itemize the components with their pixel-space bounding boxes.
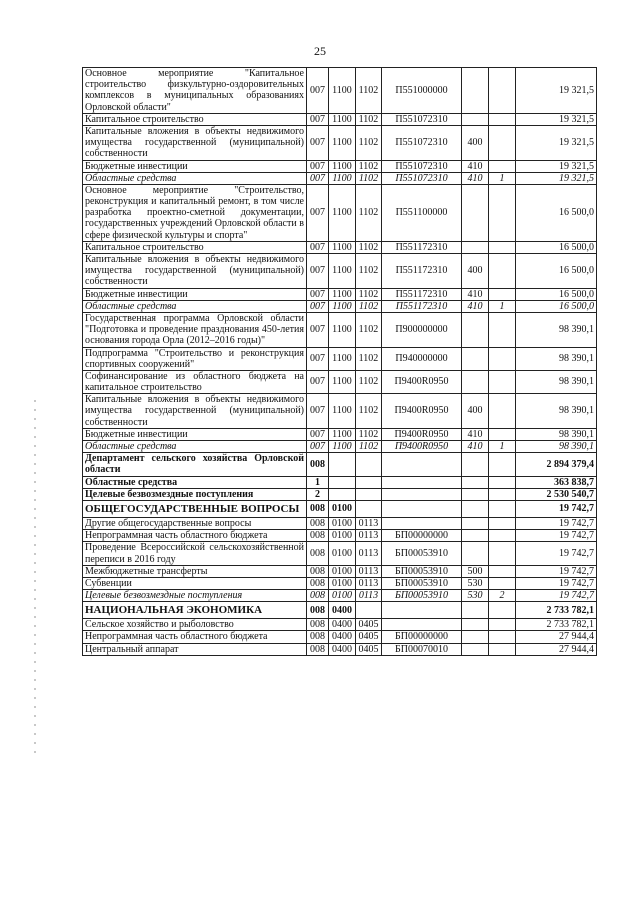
row-sum-cell: 2 733 782,1 bbox=[516, 619, 597, 631]
row-sum-cell: 98 390,1 bbox=[516, 312, 597, 347]
row-sum-cell: 27 944,4 bbox=[516, 643, 597, 655]
row-ist-cell bbox=[489, 288, 516, 300]
row-sum-cell: 98 390,1 bbox=[516, 428, 597, 440]
row-ist-cell bbox=[489, 602, 516, 619]
row-name-cell: Капитальное строительство bbox=[83, 113, 307, 125]
row-name-cell: Бюджетные инвестиции bbox=[83, 428, 307, 440]
row-sum-cell: 16 500,0 bbox=[516, 184, 597, 241]
row-ved-cell: 007 bbox=[307, 370, 329, 393]
row-rz-cell: 1100 bbox=[329, 241, 356, 253]
row-vr-cell bbox=[462, 113, 489, 125]
row-vr-cell: 400 bbox=[462, 125, 489, 160]
row-ved-cell: 007 bbox=[307, 184, 329, 241]
table-row bbox=[83, 542, 597, 565]
row-name-cell: Субвенции bbox=[83, 577, 307, 589]
row-rz-cell bbox=[329, 488, 356, 500]
row-vr-cell: 410 bbox=[462, 441, 489, 453]
row-ved-cell: 007 bbox=[307, 254, 329, 289]
row-vr-cell: 530 bbox=[462, 577, 489, 589]
row-rz-cell: 1100 bbox=[329, 125, 356, 160]
row-pr-cell: 1102 bbox=[356, 428, 382, 440]
row-vr-cell: 530 bbox=[462, 590, 489, 602]
row-pr-cell bbox=[356, 476, 382, 488]
row-sum-cell: 16 500,0 bbox=[516, 241, 597, 253]
row-vr-cell: 400 bbox=[462, 394, 489, 429]
row-csr-cell: П551072310 bbox=[382, 125, 462, 160]
row-csr-cell: П551072310 bbox=[382, 160, 462, 172]
row-ved-cell: 007 bbox=[307, 113, 329, 125]
row-sum-cell: 2 894 379,4 bbox=[516, 453, 597, 476]
row-name-cell: Подпрограмма "Строительство и реконструкция спортивных сооружений" bbox=[83, 347, 307, 370]
row-rz-cell: 0400 bbox=[329, 643, 356, 655]
row-pr-cell: 1102 bbox=[356, 184, 382, 241]
row-csr-cell: П551172310 bbox=[382, 241, 462, 253]
row-name-cell: Бюджетные инвестиции bbox=[83, 288, 307, 300]
row-rz-cell: 1100 bbox=[329, 300, 356, 312]
row-name-cell: Другие общегосударственные вопросы bbox=[83, 517, 307, 529]
row-rz-cell: 1100 bbox=[329, 428, 356, 440]
row-vr-cell bbox=[462, 602, 489, 619]
row-rz-cell: 0100 bbox=[329, 542, 356, 565]
row-name-cell: Областные средства bbox=[83, 441, 307, 453]
row-ved-cell: 007 bbox=[307, 347, 329, 370]
table-row bbox=[83, 394, 597, 429]
row-ist-cell bbox=[489, 488, 516, 500]
row-ist-cell bbox=[489, 394, 516, 429]
row-name-cell: Сельское хозяйство и рыболовство bbox=[83, 619, 307, 631]
row-csr-cell: П551072310 bbox=[382, 113, 462, 125]
row-csr-cell: БП00000000 bbox=[382, 530, 462, 542]
row-ved-cell: 008 bbox=[307, 619, 329, 631]
row-ved-cell: 008 bbox=[307, 590, 329, 602]
row-name-cell: Непрограммная часть областного бюджета bbox=[83, 631, 307, 643]
row-ist-cell bbox=[489, 312, 516, 347]
table-row bbox=[83, 488, 597, 500]
row-pr-cell: 1102 bbox=[356, 68, 382, 114]
row-sum-cell: 98 390,1 bbox=[516, 441, 597, 453]
row-pr-cell bbox=[356, 602, 382, 619]
row-vr-cell bbox=[462, 184, 489, 241]
row-ved-cell: 008 bbox=[307, 643, 329, 655]
row-csr-cell bbox=[382, 619, 462, 631]
budget-table-body bbox=[83, 68, 597, 656]
row-pr-cell: 1102 bbox=[356, 288, 382, 300]
row-csr-cell: П9400R0950 bbox=[382, 370, 462, 393]
row-pr-cell: 0113 bbox=[356, 542, 382, 565]
row-csr-cell: П900000000 bbox=[382, 312, 462, 347]
row-name-cell: Областные средства bbox=[83, 476, 307, 488]
row-name-cell: Межбюджетные трансферты bbox=[83, 565, 307, 577]
row-ved-cell: 007 bbox=[307, 441, 329, 453]
row-ist-cell bbox=[489, 517, 516, 529]
row-sum-cell: 2 733 782,1 bbox=[516, 602, 597, 619]
row-pr-cell: 1102 bbox=[356, 441, 382, 453]
table-row bbox=[83, 476, 597, 488]
row-ved-cell: 008 bbox=[307, 542, 329, 565]
row-ist-cell bbox=[489, 160, 516, 172]
row-ved-cell: 007 bbox=[307, 300, 329, 312]
row-sum-cell: 19 742,7 bbox=[516, 590, 597, 602]
table-row bbox=[83, 125, 597, 160]
row-ved-cell: 008 bbox=[307, 602, 329, 619]
row-vr-cell: 410 bbox=[462, 300, 489, 312]
row-ist-cell: 1 bbox=[489, 300, 516, 312]
table-row bbox=[83, 565, 597, 577]
row-sum-cell: 19 321,5 bbox=[516, 68, 597, 114]
row-vr-cell bbox=[462, 476, 489, 488]
row-name-cell: НАЦИОНАЛЬНАЯ ЭКОНОМИКА bbox=[83, 602, 307, 619]
row-csr-cell: П551172310 bbox=[382, 288, 462, 300]
row-vr-cell bbox=[462, 68, 489, 114]
table-row bbox=[83, 241, 597, 253]
row-sum-cell: 19 742,7 bbox=[516, 530, 597, 542]
row-rz-cell: 1100 bbox=[329, 312, 356, 347]
row-ist-cell bbox=[489, 631, 516, 643]
row-vr-cell bbox=[462, 517, 489, 529]
row-csr-cell bbox=[382, 517, 462, 529]
row-pr-cell: 1102 bbox=[356, 172, 382, 184]
row-name-cell: Бюджетные инвестиции bbox=[83, 160, 307, 172]
row-csr-cell: БП00000000 bbox=[382, 631, 462, 643]
row-csr-cell: П9400R0950 bbox=[382, 394, 462, 429]
row-pr-cell: 1102 bbox=[356, 113, 382, 125]
row-vr-cell bbox=[462, 542, 489, 565]
row-name-cell: Департамент сельского хозяйства Орловской области bbox=[83, 453, 307, 476]
row-csr-cell: П551000000 bbox=[382, 68, 462, 114]
row-ist-cell bbox=[489, 347, 516, 370]
row-rz-cell: 1100 bbox=[329, 288, 356, 300]
row-ved-cell: 007 bbox=[307, 288, 329, 300]
row-rz-cell: 0400 bbox=[329, 631, 356, 643]
row-pr-cell: 1102 bbox=[356, 347, 382, 370]
row-sum-cell: 98 390,1 bbox=[516, 347, 597, 370]
row-ved-cell: 008 bbox=[307, 577, 329, 589]
row-sum-cell: 19 321,5 bbox=[516, 160, 597, 172]
row-name-cell: Центральный аппарат bbox=[83, 643, 307, 655]
row-csr-cell: БП00070010 bbox=[382, 643, 462, 655]
row-sum-cell: 16 500,0 bbox=[516, 300, 597, 312]
row-pr-cell: 0113 bbox=[356, 530, 382, 542]
table-row bbox=[83, 300, 597, 312]
table-row bbox=[83, 619, 597, 631]
row-pr-cell: 1102 bbox=[356, 241, 382, 253]
row-ist-cell bbox=[489, 113, 516, 125]
row-ist-cell: 1 bbox=[489, 172, 516, 184]
row-name-cell: Целевые безвозмездные поступления bbox=[83, 590, 307, 602]
row-pr-cell: 0113 bbox=[356, 577, 382, 589]
table-row bbox=[83, 347, 597, 370]
row-vr-cell bbox=[462, 530, 489, 542]
row-vr-cell bbox=[462, 347, 489, 370]
row-csr-cell: БП00053910 bbox=[382, 542, 462, 565]
row-vr-cell bbox=[462, 643, 489, 655]
row-rz-cell: 1100 bbox=[329, 441, 356, 453]
table-row bbox=[83, 631, 597, 643]
row-ved-cell: 008 bbox=[307, 500, 329, 517]
row-sum-cell: 19 321,5 bbox=[516, 172, 597, 184]
row-name-cell: Целевые безвозмездные поступления bbox=[83, 488, 307, 500]
row-ved-cell: 008 bbox=[307, 453, 329, 476]
table-row bbox=[83, 441, 597, 453]
row-csr-cell: П551072310 bbox=[382, 172, 462, 184]
row-pr-cell: 0405 bbox=[356, 619, 382, 631]
row-vr-cell: 500 bbox=[462, 565, 489, 577]
row-rz-cell: 1100 bbox=[329, 347, 356, 370]
row-rz-cell: 1100 bbox=[329, 68, 356, 114]
row-csr-cell: П551100000 bbox=[382, 184, 462, 241]
table-row bbox=[83, 500, 597, 517]
row-ved-cell: 007 bbox=[307, 241, 329, 253]
row-vr-cell bbox=[462, 453, 489, 476]
row-name-cell: Основное мероприятие "Капитальное строительство физкультурно-оздоровительных комплексов в муниципальных образованиях Орловской области" bbox=[83, 68, 307, 114]
row-rz-cell: 1100 bbox=[329, 394, 356, 429]
row-csr-cell: БП00053910 bbox=[382, 590, 462, 602]
row-ist-cell bbox=[489, 530, 516, 542]
row-pr-cell: 1102 bbox=[356, 254, 382, 289]
row-vr-cell bbox=[462, 370, 489, 393]
row-ved-cell: 007 bbox=[307, 68, 329, 114]
row-csr-cell: БП00053910 bbox=[382, 577, 462, 589]
row-csr-cell: П940000000 bbox=[382, 347, 462, 370]
row-ist-cell bbox=[489, 241, 516, 253]
table-row bbox=[83, 288, 597, 300]
row-ist-cell bbox=[489, 476, 516, 488]
table-row bbox=[83, 68, 597, 114]
row-rz-cell: 1100 bbox=[329, 172, 356, 184]
row-sum-cell: 19 742,7 bbox=[516, 577, 597, 589]
table-row bbox=[83, 113, 597, 125]
row-name-cell: Капитальные вложения в объекты недвижимого имущества государственной (муниципальной) собственности bbox=[83, 394, 307, 429]
table-row bbox=[83, 172, 597, 184]
row-sum-cell: 19 321,5 bbox=[516, 113, 597, 125]
row-vr-cell bbox=[462, 241, 489, 253]
row-rz-cell: 0100 bbox=[329, 577, 356, 589]
row-vr-cell: 400 bbox=[462, 254, 489, 289]
row-vr-cell: 410 bbox=[462, 172, 489, 184]
row-pr-cell bbox=[356, 500, 382, 517]
row-ist-cell bbox=[489, 500, 516, 517]
table-row bbox=[83, 602, 597, 619]
row-pr-cell: 1102 bbox=[356, 394, 382, 429]
row-csr-cell bbox=[382, 453, 462, 476]
row-rz-cell bbox=[329, 476, 356, 488]
table-row bbox=[83, 453, 597, 476]
row-ved-cell: 007 bbox=[307, 160, 329, 172]
row-rz-cell: 0100 bbox=[329, 565, 356, 577]
row-vr-cell bbox=[462, 631, 489, 643]
table-row bbox=[83, 254, 597, 289]
row-name-cell: Капитальное строительство bbox=[83, 241, 307, 253]
margin-mark bbox=[34, 400, 36, 760]
row-ved-cell: 008 bbox=[307, 565, 329, 577]
row-sum-cell: 19 742,7 bbox=[516, 565, 597, 577]
row-sum-cell: 19 742,7 bbox=[516, 542, 597, 565]
row-name-cell: ОБЩЕГОСУДАРСТВЕННЫЕ ВОПРОСЫ bbox=[83, 500, 307, 517]
row-rz-cell: 0400 bbox=[329, 619, 356, 631]
table-row bbox=[83, 590, 597, 602]
row-ist-cell: 1 bbox=[489, 441, 516, 453]
row-rz-cell: 0100 bbox=[329, 500, 356, 517]
row-csr-cell: П551172310 bbox=[382, 300, 462, 312]
row-ved-cell: 007 bbox=[307, 428, 329, 440]
row-ist-cell bbox=[489, 577, 516, 589]
row-sum-cell: 16 500,0 bbox=[516, 288, 597, 300]
row-ved-cell: 008 bbox=[307, 530, 329, 542]
row-rz-cell: 1100 bbox=[329, 184, 356, 241]
row-ist-cell bbox=[489, 619, 516, 631]
row-ist-cell bbox=[489, 542, 516, 565]
row-csr-cell bbox=[382, 500, 462, 517]
row-ved-cell: 007 bbox=[307, 312, 329, 347]
row-rz-cell: 1100 bbox=[329, 160, 356, 172]
row-vr-cell: 410 bbox=[462, 428, 489, 440]
table-row bbox=[83, 184, 597, 241]
row-vr-cell bbox=[462, 312, 489, 347]
table-row bbox=[83, 530, 597, 542]
row-ist-cell bbox=[489, 184, 516, 241]
row-csr-cell: БП00053910 bbox=[382, 565, 462, 577]
row-sum-cell: 19 742,7 bbox=[516, 500, 597, 517]
row-vr-cell bbox=[462, 488, 489, 500]
row-sum-cell: 2 530 540,7 bbox=[516, 488, 597, 500]
row-pr-cell: 1102 bbox=[356, 312, 382, 347]
row-csr-cell bbox=[382, 488, 462, 500]
row-rz-cell: 0100 bbox=[329, 530, 356, 542]
row-sum-cell: 27 944,4 bbox=[516, 631, 597, 643]
row-sum-cell: 363 838,7 bbox=[516, 476, 597, 488]
row-pr-cell: 1102 bbox=[356, 125, 382, 160]
row-ist-cell bbox=[489, 68, 516, 114]
row-ist-cell bbox=[489, 125, 516, 160]
budget-table bbox=[82, 67, 597, 656]
row-csr-cell bbox=[382, 476, 462, 488]
row-name-cell: Государственная программа Орловской области "Подготовка и проведение празднования 450-летия основания города Орла (2012–2016 годы)" bbox=[83, 312, 307, 347]
row-pr-cell: 0113 bbox=[356, 565, 382, 577]
row-ved-cell: 2 bbox=[307, 488, 329, 500]
table-row bbox=[83, 517, 597, 529]
row-ist-cell bbox=[489, 565, 516, 577]
table-row bbox=[83, 160, 597, 172]
row-name-cell: Капитальные вложения в объекты недвижимого имущества государственной (муниципальной) собственности bbox=[83, 254, 307, 289]
row-ved-cell: 007 bbox=[307, 125, 329, 160]
row-vr-cell bbox=[462, 500, 489, 517]
row-csr-cell: П551172310 bbox=[382, 254, 462, 289]
row-rz-cell bbox=[329, 453, 356, 476]
row-name-cell: Непрограммная часть областного бюджета bbox=[83, 530, 307, 542]
row-pr-cell: 1102 bbox=[356, 370, 382, 393]
row-sum-cell: 98 390,1 bbox=[516, 394, 597, 429]
row-name-cell: Проведение Всероссийской сельскохозяйственной переписи в 2016 году bbox=[83, 542, 307, 565]
row-pr-cell: 0405 bbox=[356, 631, 382, 643]
row-ved-cell: 1 bbox=[307, 476, 329, 488]
page-number: 25 bbox=[314, 44, 326, 58]
row-ved-cell: 007 bbox=[307, 394, 329, 429]
table-row bbox=[83, 370, 597, 393]
row-sum-cell: 19 321,5 bbox=[516, 125, 597, 160]
row-ist-cell bbox=[489, 370, 516, 393]
row-name-cell: Областные средства bbox=[83, 300, 307, 312]
row-rz-cell: 1100 bbox=[329, 254, 356, 289]
row-sum-cell: 19 742,7 bbox=[516, 517, 597, 529]
row-name-cell: Капитальные вложения в объекты недвижимого имущества государственной (муниципальной) собственности bbox=[83, 125, 307, 160]
row-pr-cell: 0113 bbox=[356, 517, 382, 529]
row-name-cell: Софинансирование из областного бюджета на капитальное строительство bbox=[83, 370, 307, 393]
row-ved-cell: 008 bbox=[307, 517, 329, 529]
row-name-cell: Основное мероприятие "Строительство, реконструкция и капитальный ремонт, в том числе разработка проектно-сметной документации, государственных учреждений Орловской области в сфере физической культуры и спорта" bbox=[83, 184, 307, 241]
row-ist-cell bbox=[489, 643, 516, 655]
row-pr-cell: 0405 bbox=[356, 643, 382, 655]
row-csr-cell bbox=[382, 602, 462, 619]
table-row bbox=[83, 312, 597, 347]
row-vr-cell bbox=[462, 619, 489, 631]
row-pr-cell: 0113 bbox=[356, 590, 382, 602]
row-ved-cell: 007 bbox=[307, 172, 329, 184]
row-rz-cell: 0100 bbox=[329, 590, 356, 602]
row-vr-cell: 410 bbox=[462, 160, 489, 172]
row-pr-cell: 1102 bbox=[356, 160, 382, 172]
row-ist-cell bbox=[489, 254, 516, 289]
row-ist-cell: 2 bbox=[489, 590, 516, 602]
row-rz-cell: 1100 bbox=[329, 113, 356, 125]
row-csr-cell: П9400R0950 bbox=[382, 428, 462, 440]
row-csr-cell: П9400R0950 bbox=[382, 441, 462, 453]
row-sum-cell: 16 500,0 bbox=[516, 254, 597, 289]
row-ist-cell bbox=[489, 428, 516, 440]
row-pr-cell bbox=[356, 453, 382, 476]
table-row bbox=[83, 577, 597, 589]
row-rz-cell: 0100 bbox=[329, 517, 356, 529]
row-vr-cell: 410 bbox=[462, 288, 489, 300]
row-name-cell: Областные средства bbox=[83, 172, 307, 184]
row-sum-cell: 98 390,1 bbox=[516, 370, 597, 393]
table-row bbox=[83, 643, 597, 655]
row-pr-cell: 1102 bbox=[356, 300, 382, 312]
row-ist-cell bbox=[489, 453, 516, 476]
row-rz-cell: 0400 bbox=[329, 602, 356, 619]
table-row bbox=[83, 428, 597, 440]
row-pr-cell bbox=[356, 488, 382, 500]
row-rz-cell: 1100 bbox=[329, 370, 356, 393]
row-ved-cell: 008 bbox=[307, 631, 329, 643]
